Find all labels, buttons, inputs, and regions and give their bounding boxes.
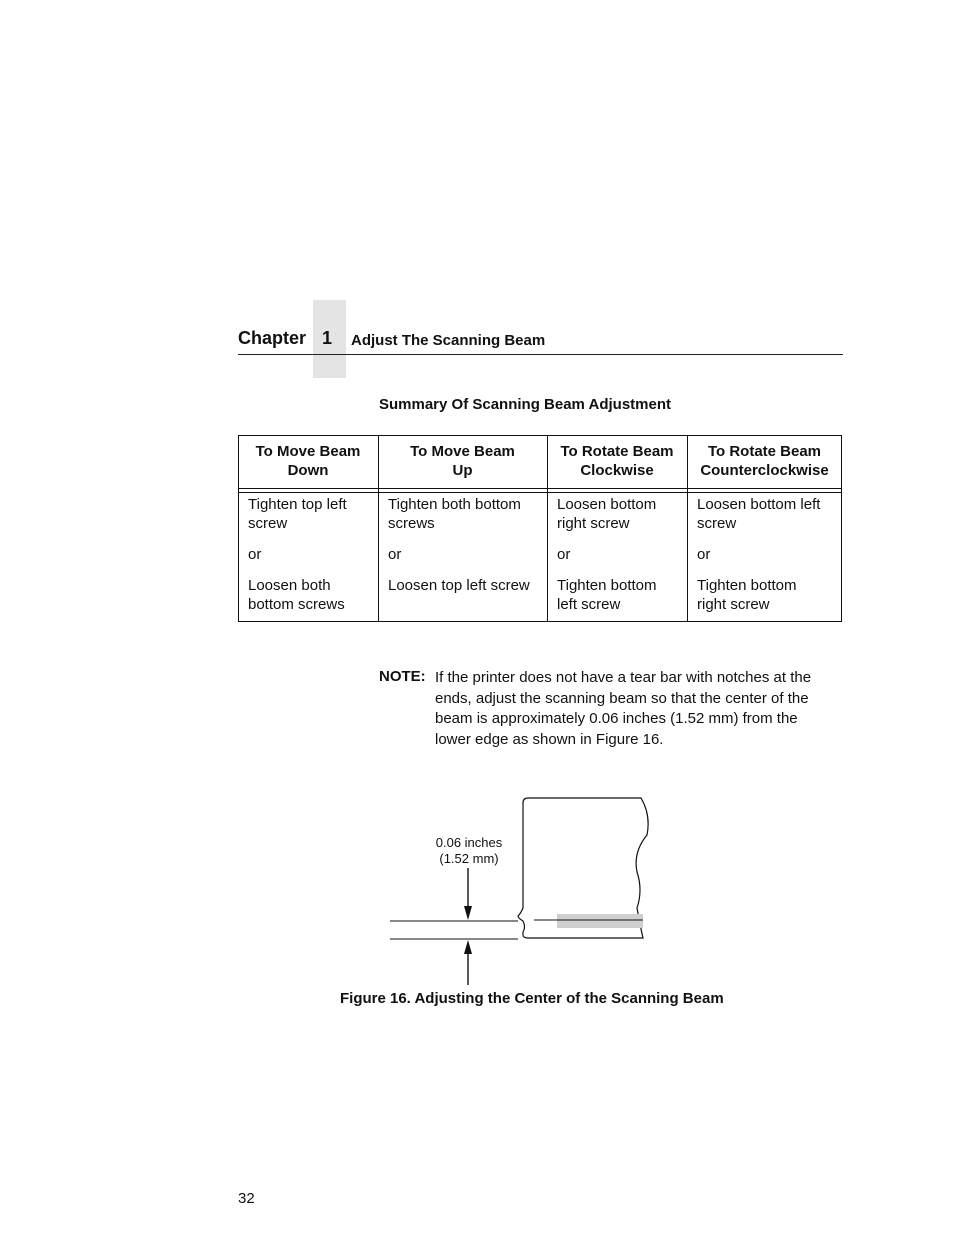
- heading-line: To Rotate Beam: [560, 443, 674, 460]
- table-cell: [557, 495, 656, 533]
- column-heading: [238, 442, 378, 480]
- column-heading: [378, 442, 547, 480]
- table-title: Summary Of Scanning Beam Adjustment: [379, 396, 672, 413]
- cell-line: screw: [248, 515, 288, 532]
- page-number: 32: [238, 1190, 255, 1207]
- cell-line: Loosen bottom: [557, 496, 657, 513]
- heading-line: To Move Beam: [255, 443, 361, 460]
- heading-line: Up: [452, 462, 473, 479]
- note-line: beam is approximately 0.06 inches (1.52 mm) from the: [435, 710, 798, 727]
- cell-line: Tighten both bottom: [388, 496, 521, 513]
- table-cell: [388, 495, 521, 533]
- cell-line: Tighten top left: [248, 496, 347, 513]
- section-title: Adjust The Scanning Beam: [351, 332, 546, 349]
- cell-line: Loosen top left screw: [388, 577, 530, 594]
- table-header-rule: [238, 492, 842, 493]
- cell-line: Tighten bottom: [697, 577, 797, 594]
- table-cell: [697, 576, 797, 614]
- cell-line: Loosen bottom left: [697, 496, 821, 513]
- arrow-down-head: [464, 906, 472, 920]
- cell-line: right screw: [557, 515, 630, 532]
- column-heading: [547, 442, 687, 480]
- table-cell: [697, 495, 820, 533]
- table-cell: [248, 576, 345, 614]
- note-label: NOTE:: [379, 668, 426, 685]
- note-line: If the printer does not have a tear bar with notches at the: [435, 669, 812, 686]
- table-cell-or: or: [697, 546, 711, 563]
- cell-line: bottom screws: [248, 596, 345, 613]
- table-cell-or: or: [557, 546, 571, 563]
- cell-line: left screw: [557, 596, 621, 613]
- table-header-rule: [238, 488, 842, 489]
- heading-line: Counterclockwise: [700, 462, 829, 479]
- table-cell-or: or: [388, 546, 402, 563]
- cell-line: screw: [697, 515, 737, 532]
- measurement-line: 0.06 inches: [435, 835, 503, 850]
- arrow-up-head: [464, 940, 472, 954]
- cell-line: Tighten bottom: [557, 577, 657, 594]
- note-text: [435, 668, 835, 750]
- cell-line: screws: [388, 515, 435, 532]
- table-cell-or: or: [248, 546, 262, 563]
- figure-caption: Figure 16. Adjusting the Center of the Scanning Beam: [340, 990, 724, 1007]
- measurement-label: [400, 835, 538, 867]
- table-cell: [248, 495, 347, 533]
- heading-line: Down: [287, 462, 329, 479]
- heading-line: To Rotate Beam: [707, 443, 822, 460]
- chapter-number: 1: [321, 328, 332, 348]
- scanning-beam-figure: [380, 790, 670, 990]
- beam-shading: [557, 914, 643, 928]
- header-rule: [238, 354, 843, 355]
- column-heading: [687, 442, 842, 480]
- table-cell: [557, 576, 657, 614]
- measurement-line: (1.52 mm): [439, 851, 499, 866]
- heading-line: Clockwise: [580, 462, 654, 479]
- chapter-label: Chapter: [238, 328, 307, 348]
- cell-line: Loosen both: [248, 577, 331, 594]
- table-cell: [388, 576, 530, 595]
- note-line: ends, adjust the scanning beam so that the center of the: [435, 689, 809, 707]
- heading-line: To Move Beam: [410, 443, 515, 460]
- cell-line: right screw: [697, 596, 770, 613]
- note-line: lower edge as shown in Figure 16.: [435, 730, 664, 748]
